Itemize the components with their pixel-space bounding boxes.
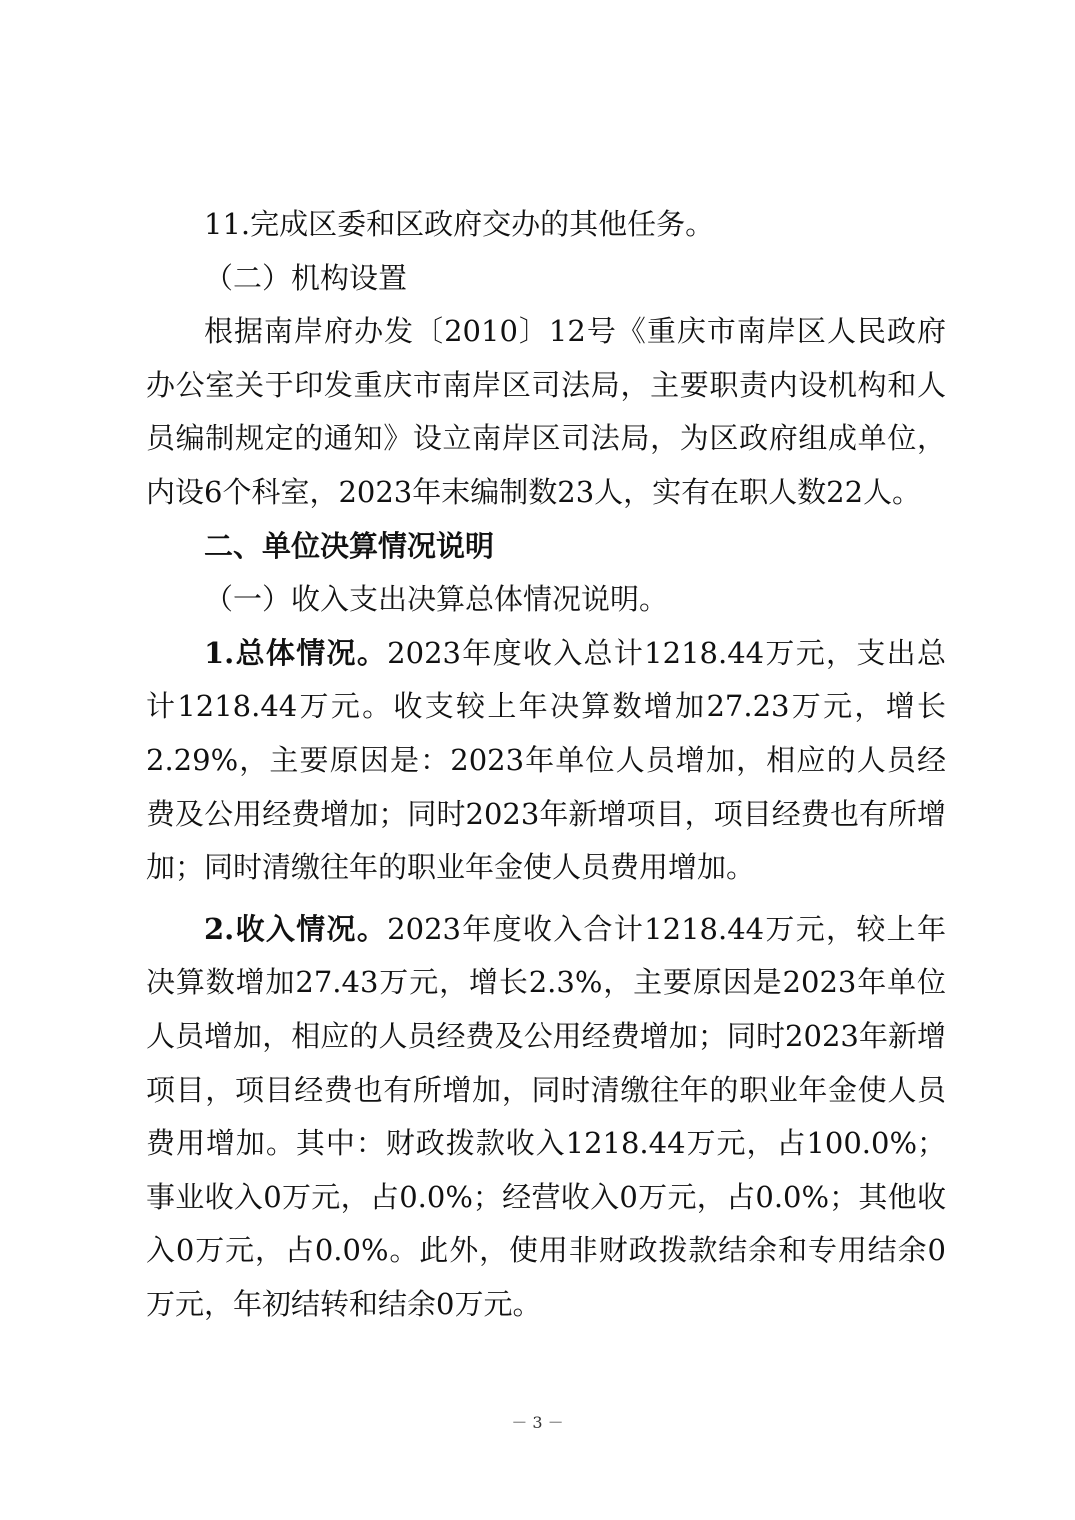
heading-budget-explanation: 二、单位决算情况说明 bbox=[204, 528, 495, 563]
paragraph-overall-title: 1.总体情况。 bbox=[204, 635, 388, 670]
paragraph-income-text: 2023年度收入合计1218.44万元，较上年决算数增加27.43万元，增长2.3%，主要原因是2023年单位人员增加，相应的人员经费及公用经费增加；同时2023年新增项目，项目经费也有所增加，同时清缴往年的职业年金使人员费用增加。其中：财政拨款收入1218.44万元，占100.0%；事业收入0万元，占0.0%；经营收入0万元，占0.0%；其他收入0万元，占0.0%。此外，使用非财政拨款结余和专用结余0万元，年初结转和结余0万元。 bbox=[146, 911, 946, 1321]
document-body bbox=[146, 198, 946, 1331]
paragraph-income-title: 2.收入情况。 bbox=[204, 911, 388, 946]
section-heading-org-setup: （二）机构设置 bbox=[204, 260, 408, 295]
page-number: － 3 － bbox=[511, 1413, 564, 1432]
paragraph-item-11: 11.完成区委和区政府交办的其他任务。 bbox=[204, 207, 715, 241]
section-heading-income-expense: （一）收入支出决算总体情况说明。 bbox=[204, 582, 669, 617]
paragraph-overall-text: 2023年度收入总计1218.44万元，支出总计1218.44万元。收支较上年决算数增加27.23万元，增长2.29%，主要原因是：2023年单位人员增加，相应的人员经费及公用经费增加；同时2023年新增项目，项目经费也有所增加；同时清缴往年的职业年金使人员费用增加。 bbox=[146, 635, 946, 885]
paragraph-org-setup: 根据南岸府办发〔2010〕12号《重庆市南岸区人民政府办公室关于印发重庆市南岸区司法局，主要职责内设机构和人员编制规定的通知》设立南岸区司法局，为区政府组成单位，内设6个科室，2023年末编制数23人，实有在职人数22人。 bbox=[146, 314, 946, 509]
paragraph-overall bbox=[146, 627, 946, 895]
paragraph-income bbox=[146, 903, 946, 1332]
